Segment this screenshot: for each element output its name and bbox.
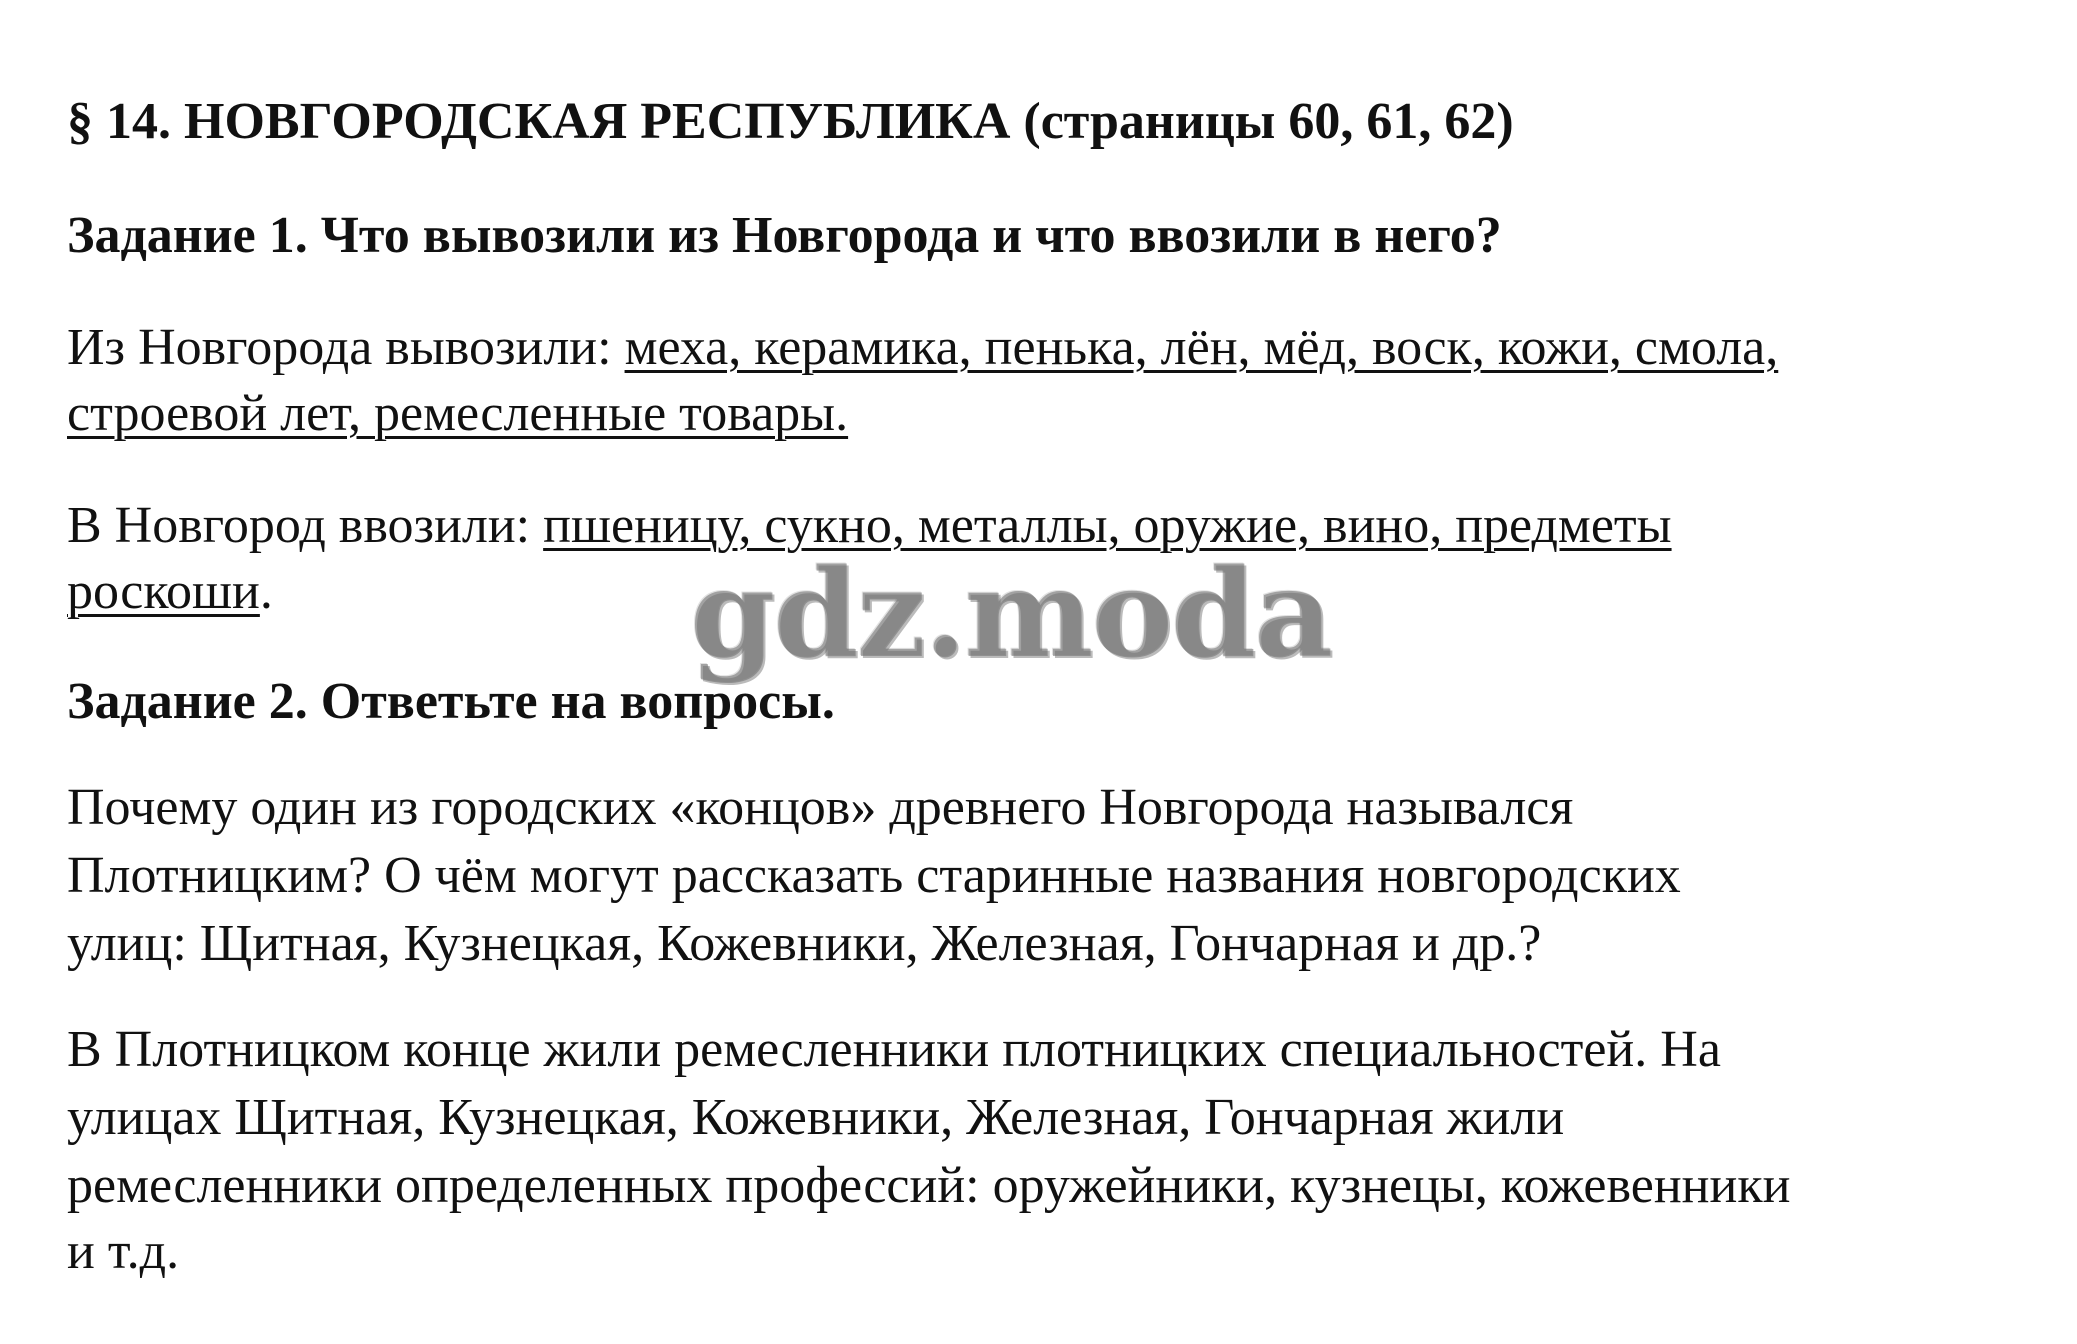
question-line-3: улиц: Щитная, Кузнецкая, Кожевники, Железная, Гончарная и др.? — [67, 915, 1542, 972]
answer-line-1: В Плотницком конце жили ремесленники плотницких специальностей. На — [67, 1021, 1721, 1078]
question-line-1: Почему один из городских «концов» древнего Новгорода назывался — [67, 779, 1574, 836]
section-title: § 14. НОВГОРОДСКАЯ РЕСПУБЛИКА (страницы 60, 61, 62) — [67, 93, 1514, 150]
export-line-2 — [67, 384, 848, 444]
answer-line-2: улицах Щитная, Кузнецкая, Кожевники, Железная, Гончарная жили — [67, 1089, 1565, 1146]
export-goods-1: меха, керамика, пенька, лён, мёд, воск, кожи, смола, — [624, 319, 1779, 376]
import-goods-1: пшеницу, сукно, металлы, оружие, вино, предметы — [543, 497, 1672, 554]
export-goods-2: строевой лет, ремесленные товары. — [67, 385, 849, 442]
task1-heading: Задание 1. Что вывозили из Новгорода и что ввозили в него? — [67, 207, 1502, 264]
import-goods-2: роскоши — [67, 563, 260, 620]
task2-heading: Задание 2. Ответьте на вопросы. — [67, 673, 835, 730]
import-label: В Новгород ввозили: — [67, 497, 544, 554]
question-line-2: Плотницким? О чём могут рассказать старинные названия новгородских — [67, 847, 1681, 904]
answer-line-4: и т.д. — [67, 1223, 180, 1280]
import-end: . — [259, 563, 273, 620]
export-label: Из Новгорода вывозили: — [67, 319, 625, 376]
import-line-2 — [67, 562, 273, 622]
export-line-1 — [67, 318, 1778, 378]
watermark-logo: gdz.moda — [690, 541, 1332, 685]
answer-line-3: ремесленники определенных профессий: оружейники, кузнецы, кожевенники — [67, 1157, 1791, 1214]
